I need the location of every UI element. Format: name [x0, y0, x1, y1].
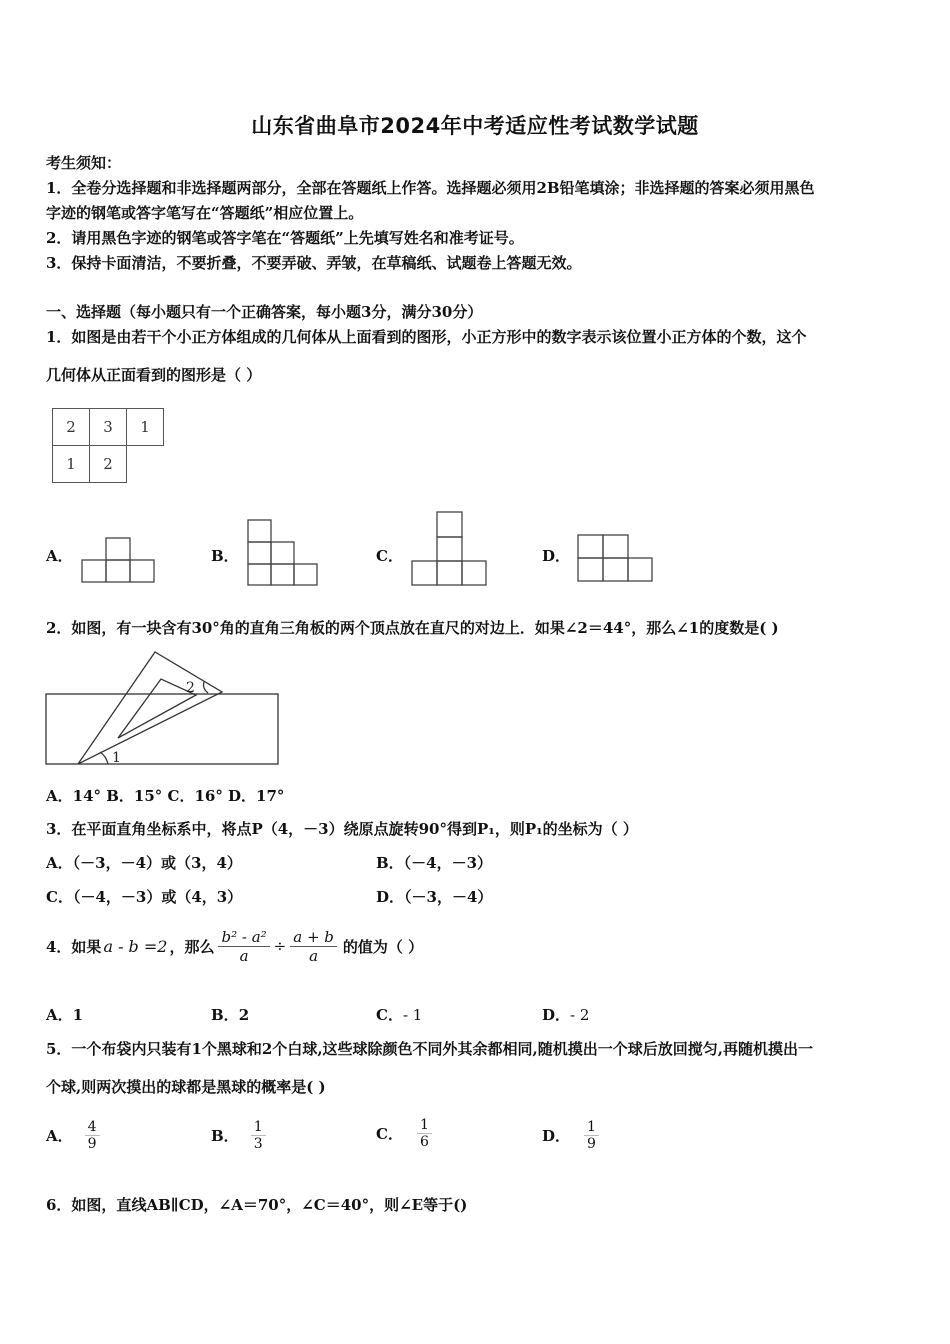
notice-heading: 考生须知： — [46, 154, 122, 172]
angle-1-arc — [100, 752, 108, 764]
option-d-figure — [575, 532, 655, 584]
denominator: 9 — [87, 1135, 97, 1152]
question-5-line-1: 5．一个布袋内只装有1个黑球和2个白球,这些球除颜色不同外其余都相同,随机摸出一个球后放回搅匀,再随机摸出一 — [46, 1040, 813, 1058]
angle-2-label: 2 — [186, 680, 195, 696]
question-5-option-a — [46, 1114, 100, 1156]
option-value: 1 — [72, 1006, 84, 1024]
question-5-option-d — [542, 1114, 599, 1156]
question-4-suffix: 的值为（ ） — [342, 937, 424, 956]
question-4-stem — [46, 920, 423, 972]
question-3-option-d: D．（－3，－4） — [376, 888, 493, 906]
question-4-prefix: 4．如果 — [46, 937, 102, 956]
option-d-label: D． — [542, 547, 571, 565]
ruler — [46, 694, 278, 764]
question-3-option-b: B．（－4，－3） — [376, 854, 493, 872]
option-b-label: B． — [211, 547, 239, 565]
question-4-mid: ，那么 — [169, 937, 215, 956]
denominator: 9 — [587, 1135, 596, 1152]
option-label: A． — [46, 1126, 73, 1145]
denominator: 6 — [419, 1133, 429, 1150]
top-view-grid — [52, 408, 172, 484]
question-4-option-d — [542, 1004, 589, 1025]
notice-item-3: 3．保持卡面清洁，不要折叠，不要弄破、弄皱，在草稿纸、试题卷上答题无效。 — [46, 254, 582, 272]
option-c-label: C． — [376, 547, 403, 565]
notice-item-1-line-1: 1．全卷分选择题和非选择题两部分，全部在答题纸上作答。选择题必须用2B铅笔填涂；非选择题的答案必须用黑色 — [46, 179, 815, 197]
option-value: 2 — [238, 1006, 250, 1024]
option-b-figure — [246, 518, 322, 588]
option-value: - 2 — [570, 1006, 590, 1024]
triangle-outer — [78, 652, 222, 764]
option-label: C． — [376, 1006, 403, 1024]
denominator: 3 — [253, 1135, 263, 1152]
option-label: A． — [46, 1006, 73, 1024]
option-fraction — [85, 1119, 100, 1152]
option-a-figure — [80, 534, 160, 586]
notice-item-2: 2．请用黑色字迹的钢笔或答字笔在“答题纸”上先填写姓名和准考证号。 — [46, 229, 524, 247]
question-3-stem: 3．在平面直角坐标系中，将点P（4，－3）绕原点旋转90°得到P₁，则P₁的坐标为（ ） — [46, 820, 638, 838]
question-4-fraction-2 — [290, 928, 337, 965]
grid-cell: 2 — [89, 445, 127, 483]
question-5-option-b — [211, 1114, 266, 1156]
question-4-option-b — [211, 1004, 249, 1025]
question-2-stem: 2．如图，有一块含有30°角的直角三角板的两个顶点放在直尺的对边上．如果∠2＝44°，那么∠1的度数是( ) — [46, 619, 779, 637]
option-a-label: A． — [46, 547, 73, 565]
question-4-option-a — [46, 1004, 83, 1025]
grid-cell: 1 — [52, 445, 90, 483]
grid-cell: 1 — [126, 408, 164, 446]
option-value: - 1 — [402, 1006, 423, 1024]
section-heading: 一、选择题（每小题只有一个正确答案，每小题3分，满分30分） — [46, 303, 483, 321]
option-label: B． — [211, 1126, 239, 1145]
question-3-option-a: A．（－3，－4）或（3，4） — [46, 854, 242, 872]
numerator: 1 — [251, 1119, 266, 1136]
divide-sign: ÷ — [273, 937, 287, 955]
option-fraction — [417, 1117, 432, 1150]
fraction-1-denominator: a — [239, 946, 249, 965]
numerator: 4 — [85, 1119, 100, 1136]
grid-cell: 3 — [89, 408, 127, 446]
question-5-line-2: 个球,则两次摸出的球都是黑球的概率是( ) — [46, 1078, 326, 1096]
fraction-2-numerator: a + b — [290, 928, 337, 947]
option-label: D． — [542, 1126, 571, 1145]
question-3-option-c: C．（－4，－3）或（4，3） — [46, 888, 243, 906]
option-fraction — [251, 1119, 266, 1152]
question-1-line-1: 1．如图是由若干个小正方体组成的几何体从上面看到的图形，小正方形中的数字表示该位置小正方体的个数，这个 — [46, 328, 807, 346]
question-2-options: A．14° B．15° C．16° D．17° — [46, 787, 285, 805]
option-c-figure — [409, 510, 489, 588]
grid-cell: 2 — [52, 408, 90, 446]
option-label: D． — [542, 1006, 571, 1024]
option-fraction — [584, 1119, 599, 1152]
angle-1-label: 1 — [112, 750, 121, 766]
numerator: 1 — [417, 1117, 432, 1134]
page-title: 山东省曲阜市2024年中考适应性考试数学试题 — [251, 114, 699, 138]
fraction-1-numerator: b² - a² — [218, 928, 269, 947]
fraction-2-denominator: a — [309, 946, 319, 965]
question-1-line-2: 几何体从正面看到的图形是（ ） — [46, 366, 262, 384]
question-4-fraction-1 — [218, 928, 269, 965]
notice-item-1-line-2: 字迹的钢笔或答字笔写在“答题纸”相应位置上。 — [46, 204, 364, 222]
numerator: 1 — [584, 1119, 599, 1136]
option-label: C． — [376, 1124, 403, 1143]
option-label: B． — [211, 1006, 239, 1024]
question-4-condition: a - b =2 — [103, 936, 168, 956]
question-6-stem: 6．如图，直线AB∥CD，∠A＝70°，∠C＝40°，则∠E等于() — [46, 1196, 468, 1214]
question-5-option-c — [376, 1110, 432, 1156]
question-4-option-c — [376, 1004, 422, 1025]
ruler-triangle-figure — [44, 648, 284, 770]
